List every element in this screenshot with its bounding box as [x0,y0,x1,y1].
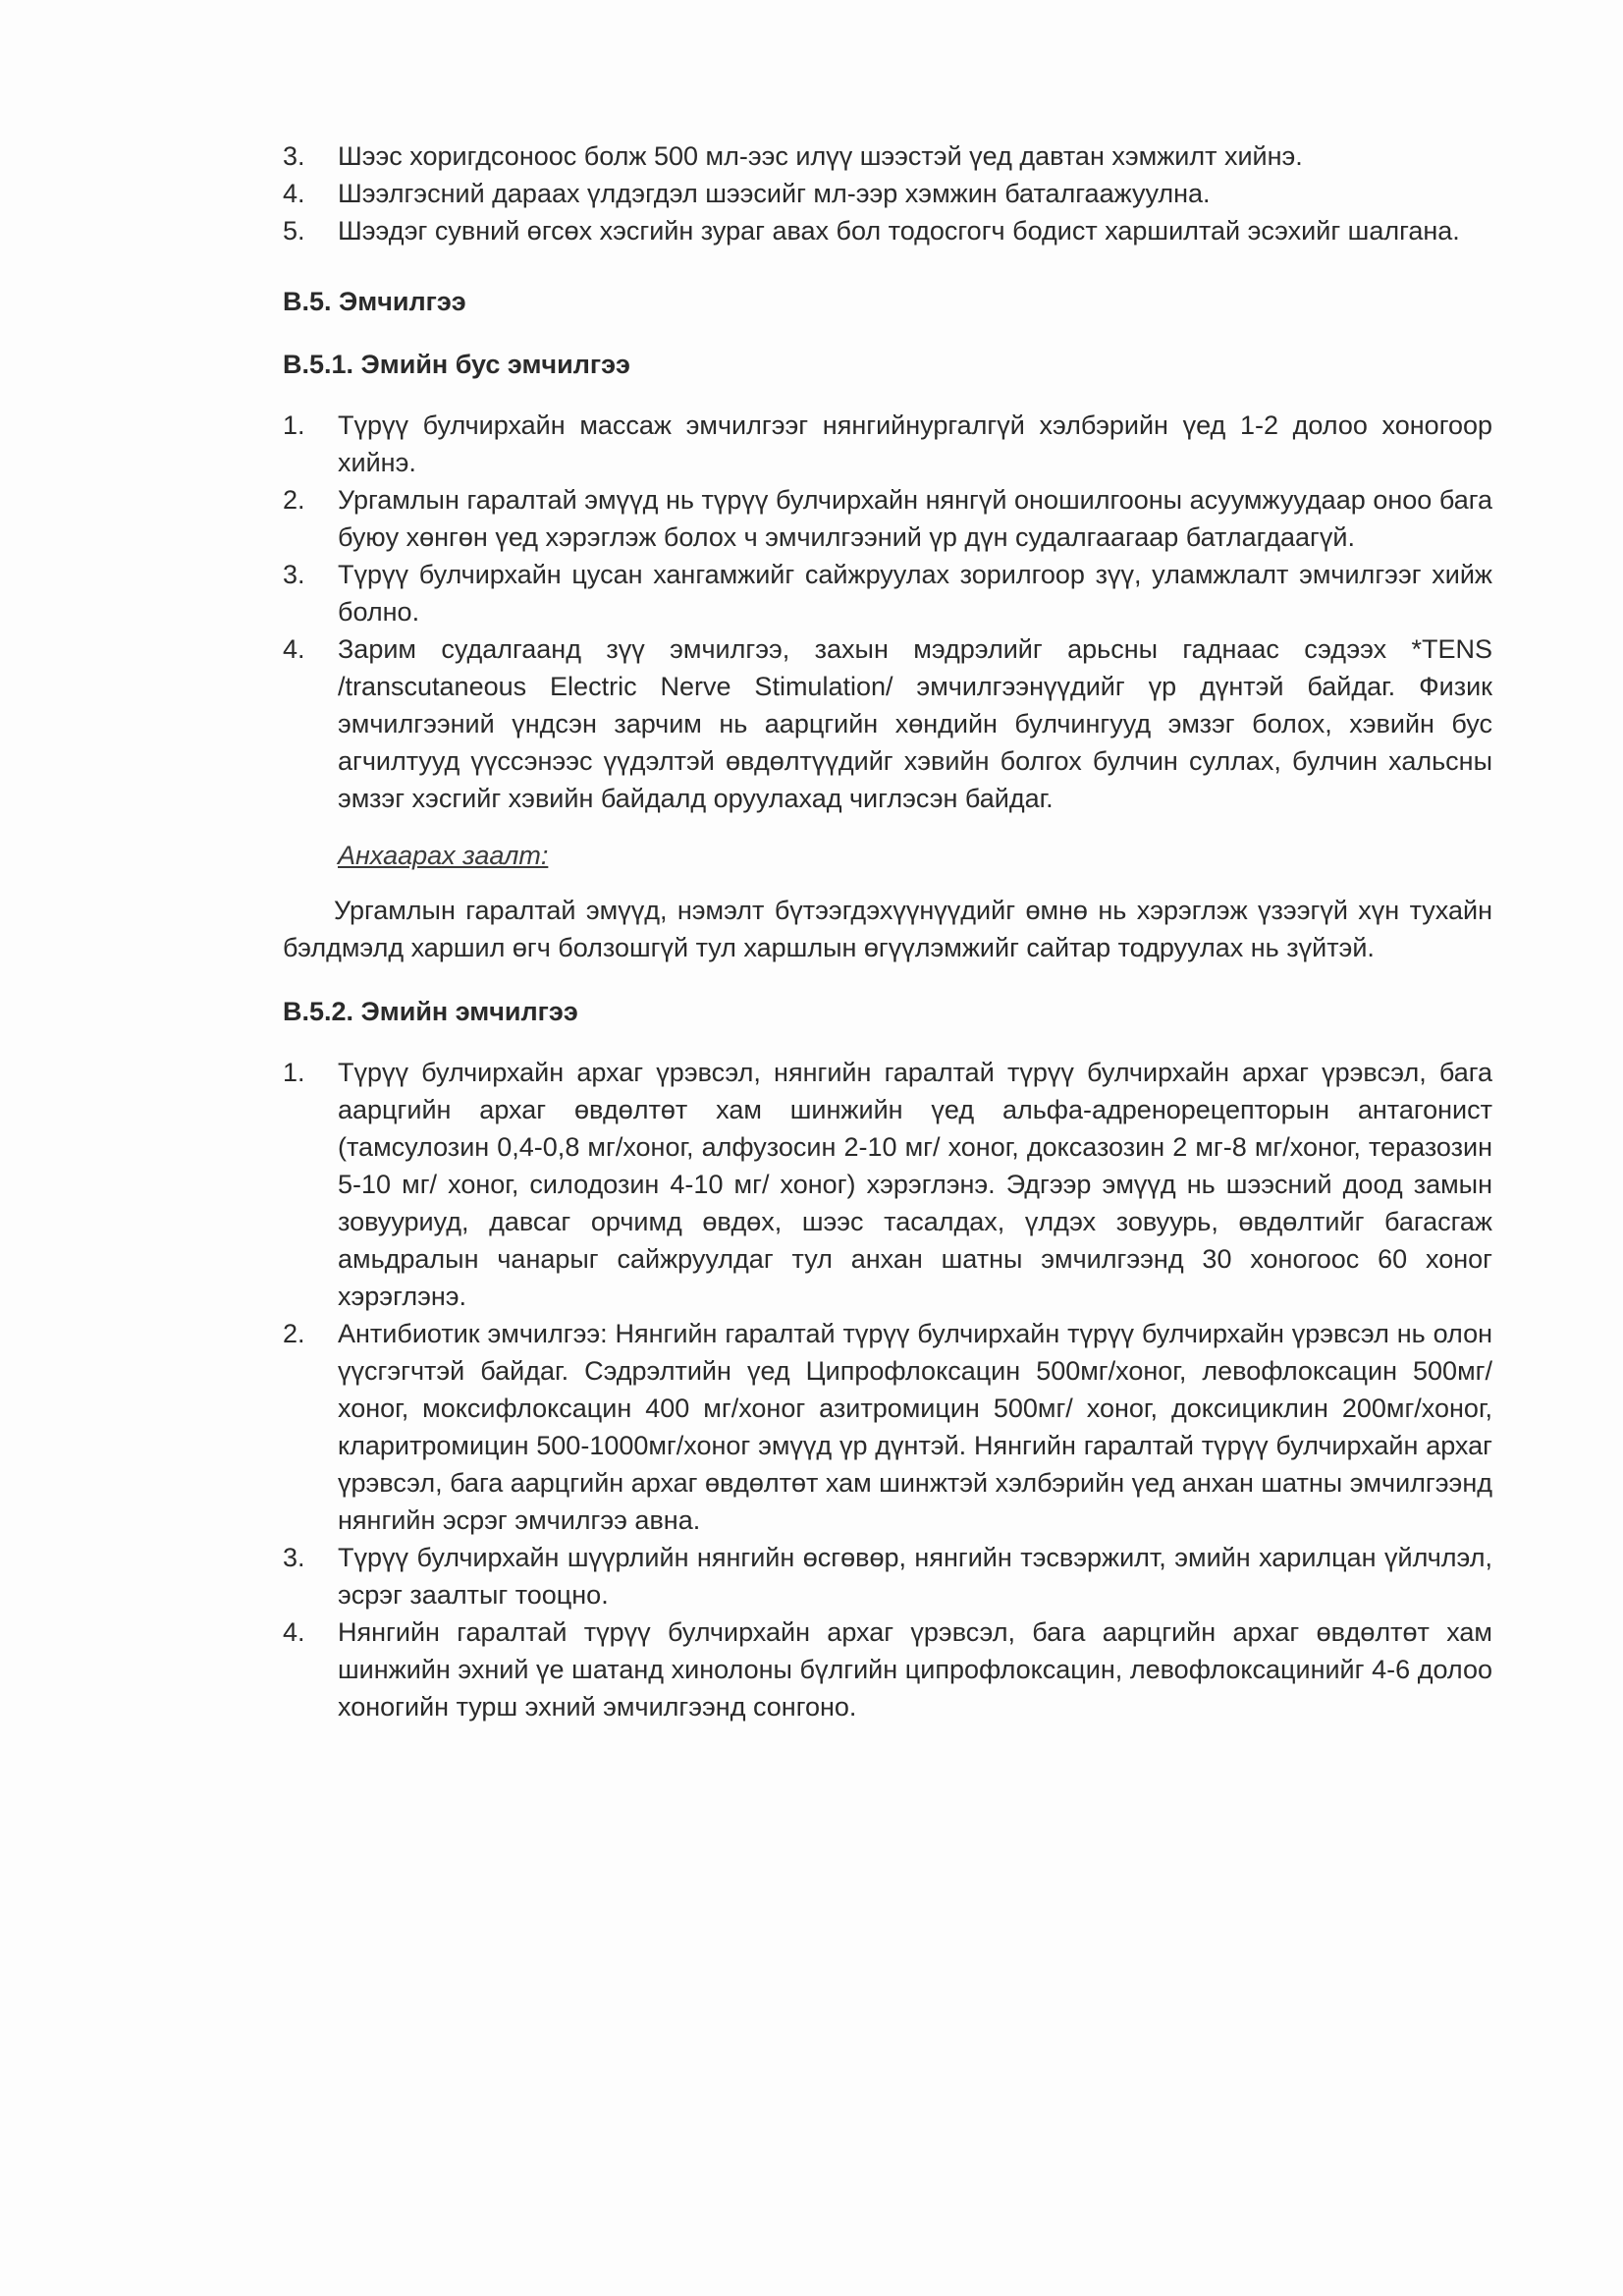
drug-treatment-list [283,1054,1492,1725]
list-item [283,407,1492,481]
list-number: 3. [283,560,305,589]
list-item [283,175,1492,212]
note-text: Ургамлын гаралтай эмүүд, нэмэлт бүтээгдэхүүнүүдийг өмнө нь хэрэглэж үзээгүй хүн тухайн бэлдмэлд харшил өгч болзошгүй тул харшлын өгүүлэмжийг сайтар тодруулах нь зүйтэй. [283,896,1492,962]
list-number: 2. [283,485,305,515]
section-heading-b52: B.5.2. Эмийн эмчилгээ [283,997,578,1026]
list-text: Түрүү булчирхайн массаж эмчилгээг нянгийнургалгүй хэлбэрийн үед 1-2 долоо хоногоор хийнэ. [338,410,1492,477]
list-text: Шээдэг сувний өгсөх хэсгийн зураг авах бол тодосгогч бодист харшилтай эсэхийг шалгана. [338,216,1460,246]
list-number: 3. [283,1543,305,1572]
list-text: Нянгийн гаралтай түрүү булчирхайн архаг үрэвсэл, бага аарцгийн архаг өвдөлтөт хам шинжийн эхний үе шатанд хинолоны бүлгийн ципрофлоксацин, левофлоксацинийг 4-6 долоо хоногийн турш эхний эмчилгээнд сонгоно. [338,1617,1492,1722]
list-number: 4. [283,634,305,664]
list-number: 1. [283,1058,305,1087]
list-item [283,481,1492,556]
list-number: 3. [283,141,305,171]
non-drug-treatment-list [283,407,1492,817]
list-item [283,1054,1492,1315]
list-item [283,1539,1492,1613]
list-text: Ургамлын гаралтай эмүүд нь түрүү булчирхайн нянгүй оношилгооны асуумжуудаар оноо бага буюу хөнгөн үед хэрэглэж болох ч эмчилгээний үр дүн судалгаагаар батлагдаагүй. [338,485,1492,552]
continued-list [283,137,1492,249]
list-item [283,1613,1492,1725]
list-text: Шээлгэсний дараах үлдэгдэл шээсийг мл-ээр хэмжин баталгаажуулна. [338,179,1211,208]
list-text: Түрүү булчирхайн архаг үрэвсэл, нянгийн гаралтай түрүү булчирхайн архаг үрэвсэл, бага аарцгийн архаг өвдөлтөт хам шинжийн үед альфа-адренорецепторын антагонист (тамсулозин 0,4-0,8 мг/хоног, алфузосин 2-10 мг/ хоног, доксазозин 2 мг-8 мг/хоног, теразозин 5-10 мг/ хоног, силодозин 4-10 мг/ хоног) хэрэглэнэ. Эдгээр эмүүд нь шээсний доод замын зовууриуд, давсаг орчимд өвдөх, шээс тасалдах, үлдэх зовуурь, өвдөлтийг багасгаж амьдралын чанарыг сайжруулдаг тул анхан шатны эмчилгээнд 30 хоногоос 60 хоног хэрэглэнэ. [338,1058,1492,1311]
page-content [283,137,1492,1725]
list-item [283,137,1492,175]
list-text: Шээс хоригдсоноос болж 500 мл-ээс илүү шээстэй үед давтан хэмжилт хийнэ. [338,141,1303,171]
list-item [283,556,1492,630]
list-item [283,630,1492,817]
list-text: Антибиотик эмчилгээ: Нянгийн гаралтай түрүү булчирхайн түрүү булчирхайн үрэвсэл нь олон үүсгэгчтэй байдаг. Сэдрэлтийн үед Ципрофлоксацин 500мг/хоног, левофлоксацин 500мг/хоног, моксифлоксацин 400 мг/хоног азитромицин 500мг/ хоног, доксициклин 200мг/хоног, кларитромицин 500-1000мг/хоног эмүүд үр дүнтэй. Нянгийн гаралтай түрүү булчирхайн архаг үрэвсэл, бага аарцгийн архаг өвдөлтөт хам шинжтэй хэлбэрийн үед анхан шатны эмчилгээнд нянгийн эсрэг эмчилгээ авна. [338,1319,1492,1535]
list-text: Түрүү булчирхайн цусан хангамжийг сайжруулах зорилгоор зүү, уламжлалт эмчилгээг хийж болно. [338,560,1492,627]
list-number: 2. [283,1319,305,1348]
list-number: 5. [283,216,305,246]
list-item [283,1315,1492,1539]
list-number: 4. [283,179,305,208]
list-text: Зарим судалгаанд зүү эмчилгээ, захын мэдрэлийг арьсны гаднаас сэдээх *TENS /transcutaneous Electric Nerve Stimulation/ эмчилгээнүүдийг үр дүнтэй байдаг. Физик эмчилгээний үндсэн зарчим нь аарцгийн хөндийн булчингууд эмзэг болох, хэвийн бус агчилтууд үүссэнээс үүдэлтэй өвдөлтүүдийг хэвийн болгох булчин суллах, булчин хальсны эмзэг хэсгийг хэвийн байдалд оруулахад чиглэсэн байдаг. [338,634,1492,813]
list-item [283,212,1492,249]
list-number: 1. [283,410,305,440]
list-number: 4. [283,1617,305,1647]
list-text: Түрүү булчирхайн шүүрлийн нянгийн өсгөвөр, нянгийн тэсвэржилт, эмийн харилцан үйлчлэл, эсрэг заалтыг тооцно. [338,1543,1492,1610]
section-heading-b51: B.5.1. Эмийн бус эмчилгээ [283,350,630,379]
note-title: Анхаарах заалт: [338,841,549,870]
section-heading-b5: B.5. Эмчилгээ [283,287,466,316]
